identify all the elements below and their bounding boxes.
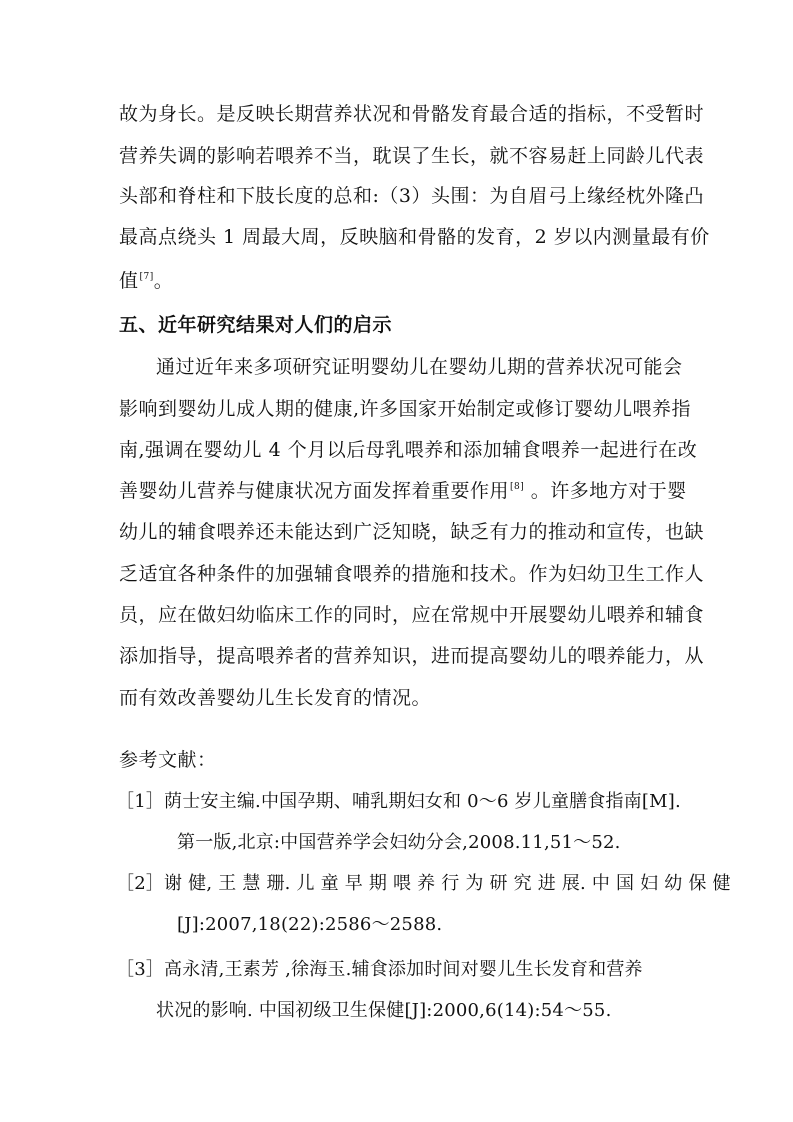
paragraph-line: 头部和脊柱和下肢长度的总和:（3）头围：为自眉弓上缘经枕外隆凸 — [119, 185, 704, 207]
paragraph-text: 。 — [153, 270, 174, 292]
paragraph-line: 故为身长。是反映长期营养状况和骨骼发育最合适的指标，不受暂时 — [119, 103, 705, 125]
paragraph-line — [119, 479, 687, 503]
reference-3-line-2: 状况的影响. 中国初级卫生保健[J]:2000,6(14):54～55. — [156, 1000, 612, 1021]
paragraph-line: 乏适宜各种条件的加强辅食喂养的措施和技术。作为妇幼卫生工作人 — [119, 563, 705, 585]
citation-mark: [7] — [139, 272, 154, 282]
paragraph-line: 添加指导，提高喂养者的营养知识，进而提高婴幼儿的喂养能力，从 — [119, 645, 705, 667]
paragraph-line: 南,强调在婴幼儿 4 个月以后母乳喂养和添加辅食喂养一起进行在改 — [119, 439, 698, 461]
paragraph-line: 而有效改善婴幼儿生长发育的情况。 — [119, 687, 432, 709]
section-heading: 五、近年研究结果对人们的启示 — [119, 314, 393, 336]
paragraph-line: 通过近年来多项研究证明婴幼儿在婴幼儿期的营养状况可能会 — [156, 356, 683, 378]
paragraph-line: 营养失调的影响若喂养不当，耽误了生长，就不容易赶上同龄儿代表 — [119, 145, 705, 167]
paragraph-line: 幼儿的辅食喂养还未能达到广泛知晓，缺乏有力的推动和宣传，也缺 — [119, 521, 705, 543]
reference-1-line-1: ［1］荫士安主编.中国孕期、哺乳期妇女和 0～6 岁儿童膳食指南[M]. — [116, 791, 681, 812]
paragraph-line — [119, 269, 173, 293]
paragraph-line: 最高点绕头 1 周最大周，反映脑和骨骼的发育，2 岁以内测量最有价 — [119, 226, 710, 248]
reference-2-line-2: [J]:2007,18(22):2586～2588. — [177, 914, 443, 935]
paragraph-text: 。许多地方对于婴 — [524, 480, 687, 502]
paragraph-line: 影响到婴幼儿成人期的健康,许多国家开始制定或修订婴幼儿喂养指 — [119, 398, 692, 420]
reference-3-line-1: ［3］高永清,王素芳 ,徐海玉.辅食添加时间对婴儿生长发育和营养 — [116, 959, 643, 980]
references-title: 参考文献： — [119, 749, 217, 771]
paragraph-line: 员，应在做妇幼临床工作的同时，应在常规中开展婴幼儿喂养和辅食 — [119, 604, 705, 626]
paragraph-text: 值 — [119, 270, 139, 292]
paragraph-text: 善婴幼儿营养与健康状况方面发挥着重要作用 — [119, 480, 510, 502]
citation-mark: [8] — [510, 482, 525, 492]
reference-2-line-1: ［2］谢 健, 王 慧 珊. 儿 童 早 期 喂 养 行 为 研 究 进 展. 中 国 妇 幼 保 健 — [116, 873, 731, 894]
reference-1-line-2: 第一版,北京:中国营养学会妇幼分会,2008.11,51～52. — [177, 832, 621, 853]
